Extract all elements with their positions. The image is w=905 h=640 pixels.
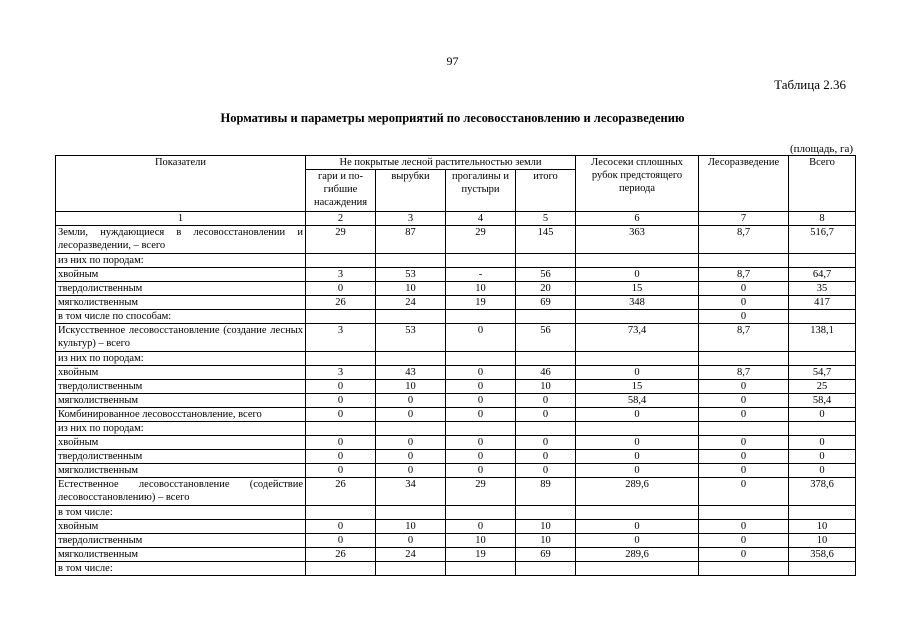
row-value: 0 [376, 394, 446, 408]
page-number: 97 [446, 54, 459, 68]
row-value: 56 [516, 268, 576, 282]
table-row [56, 520, 856, 534]
header-clearings: вырубки [376, 170, 446, 212]
row-value: 0 [376, 534, 446, 548]
table-row [56, 548, 856, 562]
table-row [56, 254, 856, 268]
row-value [306, 310, 376, 324]
document-title: Нормативы и параметры мероприятий по лесовосстановлению и лесоразведению [220, 111, 685, 125]
row-value [789, 506, 856, 520]
row-value: 0 [699, 296, 789, 310]
table-row [56, 268, 856, 282]
row-value [376, 310, 446, 324]
row-value: 26 [306, 548, 376, 562]
row-value [306, 506, 376, 520]
row-value: 10 [516, 534, 576, 548]
header-indicators: Показатели [56, 156, 306, 212]
header-not-covered-group: Не покрытые лесной растительностью земли [306, 156, 576, 170]
row-value: 0 [446, 366, 516, 380]
row-value [446, 562, 516, 576]
table-row [56, 562, 856, 576]
row-value: 10 [789, 520, 856, 534]
header-afforestation: Лесоразведение [699, 156, 789, 212]
row-label: Искусственное лесовосстановление (создание лесных культур) – всего [56, 324, 306, 352]
row-value: 0 [446, 436, 516, 450]
row-value: 0 [699, 548, 789, 562]
table-row [56, 324, 856, 352]
row-value: 0 [789, 464, 856, 478]
row-value: 29 [306, 226, 376, 254]
row-value [306, 254, 376, 268]
row-value: 0 [516, 408, 576, 422]
col-number: 3 [376, 212, 446, 226]
row-value: 0 [699, 408, 789, 422]
row-value: 0 [699, 464, 789, 478]
row-value [789, 310, 856, 324]
row-value: 15 [576, 380, 699, 394]
row-value: 363 [576, 226, 699, 254]
header-row-1 [56, 156, 856, 170]
row-label: в том числе: [56, 562, 306, 576]
row-value: 289,6 [576, 548, 699, 562]
row-label: хвойным [56, 268, 306, 282]
row-value: 58,4 [789, 394, 856, 408]
row-label: твердолиственным [56, 380, 306, 394]
table-row [56, 408, 856, 422]
row-value: 73,4 [576, 324, 699, 352]
row-value: 516,7 [789, 226, 856, 254]
table-row [56, 534, 856, 548]
row-value: 10 [376, 282, 446, 296]
row-value: 0 [516, 464, 576, 478]
row-value: 0 [576, 408, 699, 422]
row-value [699, 422, 789, 436]
row-value: 0 [306, 380, 376, 394]
col-number: 5 [516, 212, 576, 226]
row-label: хвойным [56, 366, 306, 380]
row-value: 24 [376, 296, 446, 310]
row-value: 0 [516, 450, 576, 464]
row-value [576, 422, 699, 436]
row-label: из них по породам: [56, 254, 306, 268]
row-value: 0 [576, 366, 699, 380]
row-value: 8,7 [699, 324, 789, 352]
row-label: Комбинированное лесовосстановление, всего [56, 408, 306, 422]
row-value [446, 254, 516, 268]
row-value: 15 [576, 282, 699, 296]
table-row [56, 282, 856, 296]
row-value: 0 [516, 436, 576, 450]
table-row [56, 478, 856, 506]
row-value: 0 [376, 450, 446, 464]
col-number: 6 [576, 212, 699, 226]
row-value: 289,6 [576, 478, 699, 506]
row-value: 29 [446, 478, 516, 506]
row-label: мягколиственным [56, 394, 306, 408]
table-row [56, 436, 856, 450]
row-value: 54,7 [789, 366, 856, 380]
row-value: 25 [789, 380, 856, 394]
row-value: 26 [306, 296, 376, 310]
row-value: 0 [699, 282, 789, 296]
row-value: - [446, 268, 516, 282]
header-glades: прогалины и пустыри [446, 170, 516, 212]
table-row [56, 380, 856, 394]
row-value: 87 [376, 226, 446, 254]
units-note: (площадь, га) [789, 143, 853, 155]
row-value [516, 506, 576, 520]
row-value: 0 [446, 520, 516, 534]
row-value [576, 310, 699, 324]
row-value: 0 [306, 282, 376, 296]
row-value [789, 422, 856, 436]
row-value: 19 [446, 548, 516, 562]
row-value: 378,6 [789, 478, 856, 506]
row-value [699, 352, 789, 366]
row-value: 20 [516, 282, 576, 296]
row-value: 0 [789, 450, 856, 464]
table-row [56, 450, 856, 464]
row-value [789, 254, 856, 268]
row-value: 10 [446, 282, 516, 296]
row-value: 348 [576, 296, 699, 310]
row-value: 0 [376, 464, 446, 478]
table-row [56, 422, 856, 436]
row-value: 26 [306, 478, 376, 506]
row-value [789, 352, 856, 366]
row-label: Земли, нуждающиеся в лесовосстановлении и лесоразведении, – всего [56, 226, 306, 254]
row-value: 0 [376, 436, 446, 450]
col-number: 8 [789, 212, 856, 226]
row-value: 10 [446, 534, 516, 548]
row-value: 34 [376, 478, 446, 506]
col-number: 4 [446, 212, 516, 226]
table-row [56, 366, 856, 380]
row-value: 10 [516, 380, 576, 394]
row-value: 358,6 [789, 548, 856, 562]
row-value [699, 506, 789, 520]
row-value: 0 [306, 394, 376, 408]
row-value [516, 254, 576, 268]
row-label: мягколиственным [56, 548, 306, 562]
row-value: 0 [306, 464, 376, 478]
row-value: 0 [576, 520, 699, 534]
col-number: 7 [699, 212, 789, 226]
row-value: 0 [576, 436, 699, 450]
row-value: 0 [306, 450, 376, 464]
row-label: в том числе по способам: [56, 310, 306, 324]
norms-table [55, 155, 856, 576]
row-value: 0 [699, 380, 789, 394]
row-value: 46 [516, 366, 576, 380]
row-value [446, 422, 516, 436]
row-value: 0 [446, 394, 516, 408]
row-value: 89 [516, 478, 576, 506]
row-value [306, 422, 376, 436]
row-value: 24 [376, 548, 446, 562]
row-value [376, 562, 446, 576]
row-value: 0 [446, 464, 516, 478]
row-value: 3 [306, 268, 376, 282]
table-row [56, 464, 856, 478]
row-value [576, 562, 699, 576]
row-value [306, 352, 376, 366]
row-value: 0 [699, 436, 789, 450]
table-row [56, 310, 856, 324]
row-value: 8,7 [699, 366, 789, 380]
row-value: 29 [446, 226, 516, 254]
row-value: 0 [789, 436, 856, 450]
row-value [376, 352, 446, 366]
row-value: 0 [446, 380, 516, 394]
row-label: хвойным [56, 520, 306, 534]
row-label: мягколиственным [56, 464, 306, 478]
row-value: 69 [516, 548, 576, 562]
row-value: 0 [789, 408, 856, 422]
column-numbers-row [56, 212, 856, 226]
row-value: 0 [576, 268, 699, 282]
row-value: 64,7 [789, 268, 856, 282]
row-value: 417 [789, 296, 856, 310]
row-value [516, 562, 576, 576]
row-value [376, 254, 446, 268]
row-label: твердолиственным [56, 450, 306, 464]
row-value: 8,7 [699, 268, 789, 282]
col-number: 1 [56, 212, 306, 226]
row-value: 3 [306, 324, 376, 352]
row-value: 0 [699, 478, 789, 506]
row-label: в том числе: [56, 506, 306, 520]
row-label: Естественное лесовосстановление (содействие лесовосстановлению) – всего [56, 478, 306, 506]
row-value [576, 352, 699, 366]
row-value [699, 254, 789, 268]
row-label: твердолиственным [56, 534, 306, 548]
table-row [56, 296, 856, 310]
row-value: 43 [376, 366, 446, 380]
row-value: 0 [576, 464, 699, 478]
row-value: 58,4 [576, 394, 699, 408]
row-value [376, 506, 446, 520]
table-row [56, 394, 856, 408]
row-value: 10 [789, 534, 856, 548]
header-logging: Лесосеки сплошных рубок предстоящего периода [576, 156, 699, 212]
row-value: 35 [789, 282, 856, 296]
row-value [576, 254, 699, 268]
row-value [446, 352, 516, 366]
row-value [306, 562, 376, 576]
row-value [516, 422, 576, 436]
table-body [56, 226, 856, 576]
row-value [699, 562, 789, 576]
header-burns: гари и по-гибшие насаждения [306, 170, 376, 212]
row-value: 145 [516, 226, 576, 254]
row-label: твердолиственным [56, 282, 306, 296]
row-value: 0 [699, 394, 789, 408]
row-value: 8,7 [699, 226, 789, 254]
row-value: 0 [699, 450, 789, 464]
row-value: 0 [446, 408, 516, 422]
col-number: 2 [306, 212, 376, 226]
row-value: 10 [376, 380, 446, 394]
row-value: 56 [516, 324, 576, 352]
row-value: 3 [306, 366, 376, 380]
row-value [446, 506, 516, 520]
row-value: 0 [306, 520, 376, 534]
row-value: 0 [306, 408, 376, 422]
row-value [516, 352, 576, 366]
row-value: 0 [376, 408, 446, 422]
row-value: 0 [576, 450, 699, 464]
row-value [516, 310, 576, 324]
row-value: 0 [699, 520, 789, 534]
table-row [56, 352, 856, 366]
row-value [446, 310, 516, 324]
row-value: 0 [576, 534, 699, 548]
table-row [56, 506, 856, 520]
row-value: 19 [446, 296, 516, 310]
table-label: Таблица 2.36 [774, 77, 846, 92]
row-value: 0 [699, 310, 789, 324]
row-value: 10 [376, 520, 446, 534]
row-label: из них по породам: [56, 422, 306, 436]
row-value: 0 [306, 534, 376, 548]
row-label: мягколиственным [56, 296, 306, 310]
table-row [56, 226, 856, 254]
row-value: 69 [516, 296, 576, 310]
row-label: хвойным [56, 436, 306, 450]
row-value: 53 [376, 268, 446, 282]
row-value: 53 [376, 324, 446, 352]
row-value: 138,1 [789, 324, 856, 352]
row-label: из них по породам: [56, 352, 306, 366]
row-value [376, 422, 446, 436]
row-value: 0 [446, 324, 516, 352]
row-value [789, 562, 856, 576]
row-value: 0 [516, 394, 576, 408]
row-value: 0 [306, 436, 376, 450]
row-value: 0 [446, 450, 516, 464]
row-value: 0 [699, 534, 789, 548]
row-value [576, 506, 699, 520]
row-value: 10 [516, 520, 576, 534]
header-subtotal: итого [516, 170, 576, 212]
header-total-all: Всего [789, 156, 856, 212]
